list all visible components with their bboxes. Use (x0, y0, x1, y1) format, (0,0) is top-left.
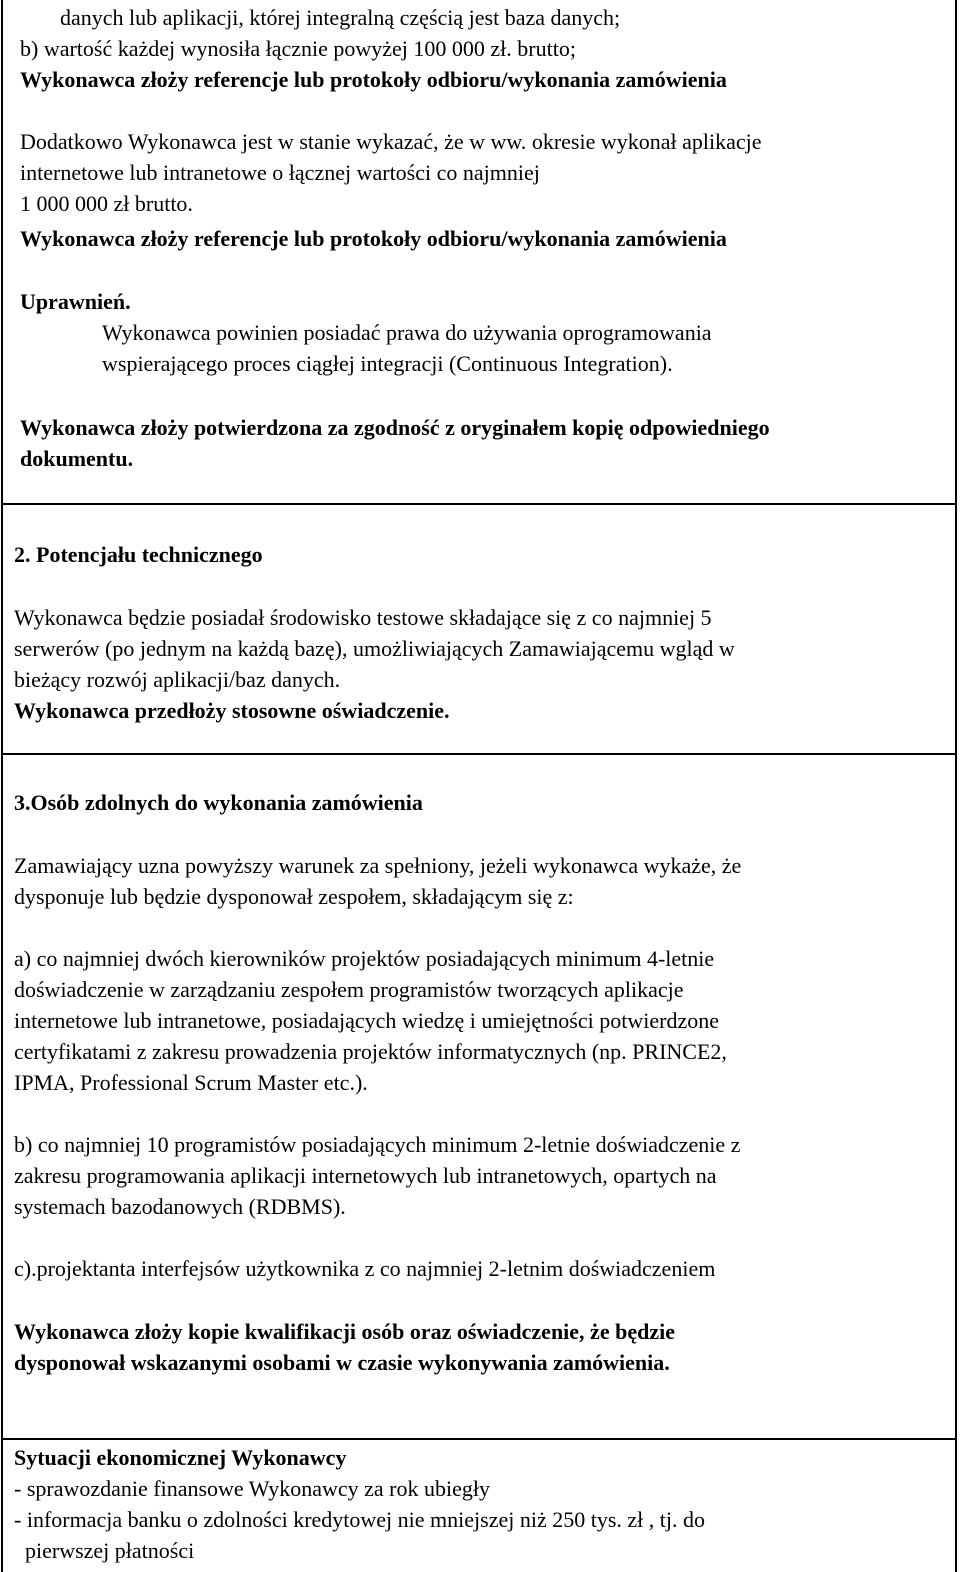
table-cell-qualifications (1, 0, 957, 505)
text-line: b) wartość każdej wynosiła łącznie powyżej 100 000 zł. brutto; (20, 36, 576, 61)
requirement-statement: Wykonawca przedłoży stosowne oświadczenie. (14, 698, 450, 723)
list-item: - informacja banku o zdolności kredytowej nie mniejszej niż 250 tys. zł , tj. do (14, 1507, 705, 1532)
text-line: danych lub aplikacji, której integralną częścią jest baza danych; (60, 5, 621, 30)
text-line: certyfikatami z zakresu prowadzenia projektów informatycznych (np. PRINCE2, (14, 1039, 727, 1064)
text-line: doświadczenie w zarządzaniu zespołem programistów tworzących aplikacje (14, 977, 684, 1002)
text-line: internetowe lub intranetowe o łącznej wartości co najmniej (20, 160, 540, 185)
text-line: 1 000 000 zł brutto. (20, 191, 193, 216)
text-line: Wykonawca powinien posiadać prawa do używania oprogramowania (102, 320, 712, 345)
text-line: dysponuje lub będzie dysponował zespołem, składającym się z: (14, 884, 574, 909)
requirement-statement: dokumentu. (20, 446, 134, 471)
list-item: - sprawozdanie finansowe Wykonawcy za rok ubiegły (14, 1476, 490, 1501)
list-item-a: a) co najmniej dwóch kierowników projektów posiadających minimum 4-letnie (14, 946, 715, 971)
table-cell-technical (1, 505, 957, 755)
text-line: wspierającego proces ciągłej integracji (Continuous Integration). (102, 351, 673, 376)
text-line: Zamawiający uzna powyższy warunek za spełniony, jeżeli wykonawca wykaże, że (14, 853, 742, 878)
table-cell-personnel (1, 755, 957, 1440)
subsection-heading: Uprawnień. (20, 289, 131, 314)
requirement-statement: Wykonawca złoży referencje lub protokoły odbioru/wykonania zamówienia (20, 226, 727, 251)
text-line: pierwszej płatności (14, 1538, 195, 1563)
section-heading: Sytuacji ekonomicznej Wykonawcy (14, 1445, 347, 1470)
requirement-statement: Wykonawca złoży potwierdzona za zgodność z oryginałem kopię odpowiedniego (20, 415, 770, 440)
text-line: bieżący rozwój aplikacji/baz danych. (14, 667, 341, 692)
requirement-statement: dysponował wskazanymi osobami w czasie wykonywania zamówienia. (14, 1350, 670, 1375)
section-heading: 3.Osób zdolnych do wykonania zamówienia (14, 790, 423, 815)
list-item-b: b) co najmniej 10 programistów posiadających minimum 2-letnie doświadczenie z (14, 1132, 741, 1157)
table-cell-economic (1, 1440, 957, 1572)
text-line: Dodatkowo Wykonawca jest w stanie wykazać, że w ww. okresie wykonał aplikacje (20, 129, 762, 154)
requirement-statement: Wykonawca złoży kopie kwalifikacji osób oraz oświadczenie, że będzie (14, 1319, 675, 1344)
requirement-statement: Wykonawca złoży referencje lub protokoły odbioru/wykonania zamówienia (20, 67, 727, 92)
text-line: systemach bazodanowych (RDBMS). (14, 1194, 346, 1219)
list-item-c: c).projektanta interfejsów użytkownika z co najmniej 2-letnim doświadczeniem (14, 1256, 716, 1281)
section-heading: 2. Potencjału technicznego (14, 542, 263, 567)
text-line: Wykonawca będzie posiadał środowisko testowe składające się z co najmniej 5 (14, 605, 712, 630)
text-line: serwerów (po jednym na każdą bazę), umożliwiających Zamawiającemu wgląd w (14, 636, 735, 661)
text-line: IPMA, Professional Scrum Master etc.). (14, 1070, 368, 1095)
text-line: internetowe lub intranetowe, posiadających wiedzę i umiejętności potwierdzone (14, 1008, 719, 1033)
text-line: zakresu programowania aplikacji internetowych lub intranetowych, opartych na (14, 1163, 717, 1188)
